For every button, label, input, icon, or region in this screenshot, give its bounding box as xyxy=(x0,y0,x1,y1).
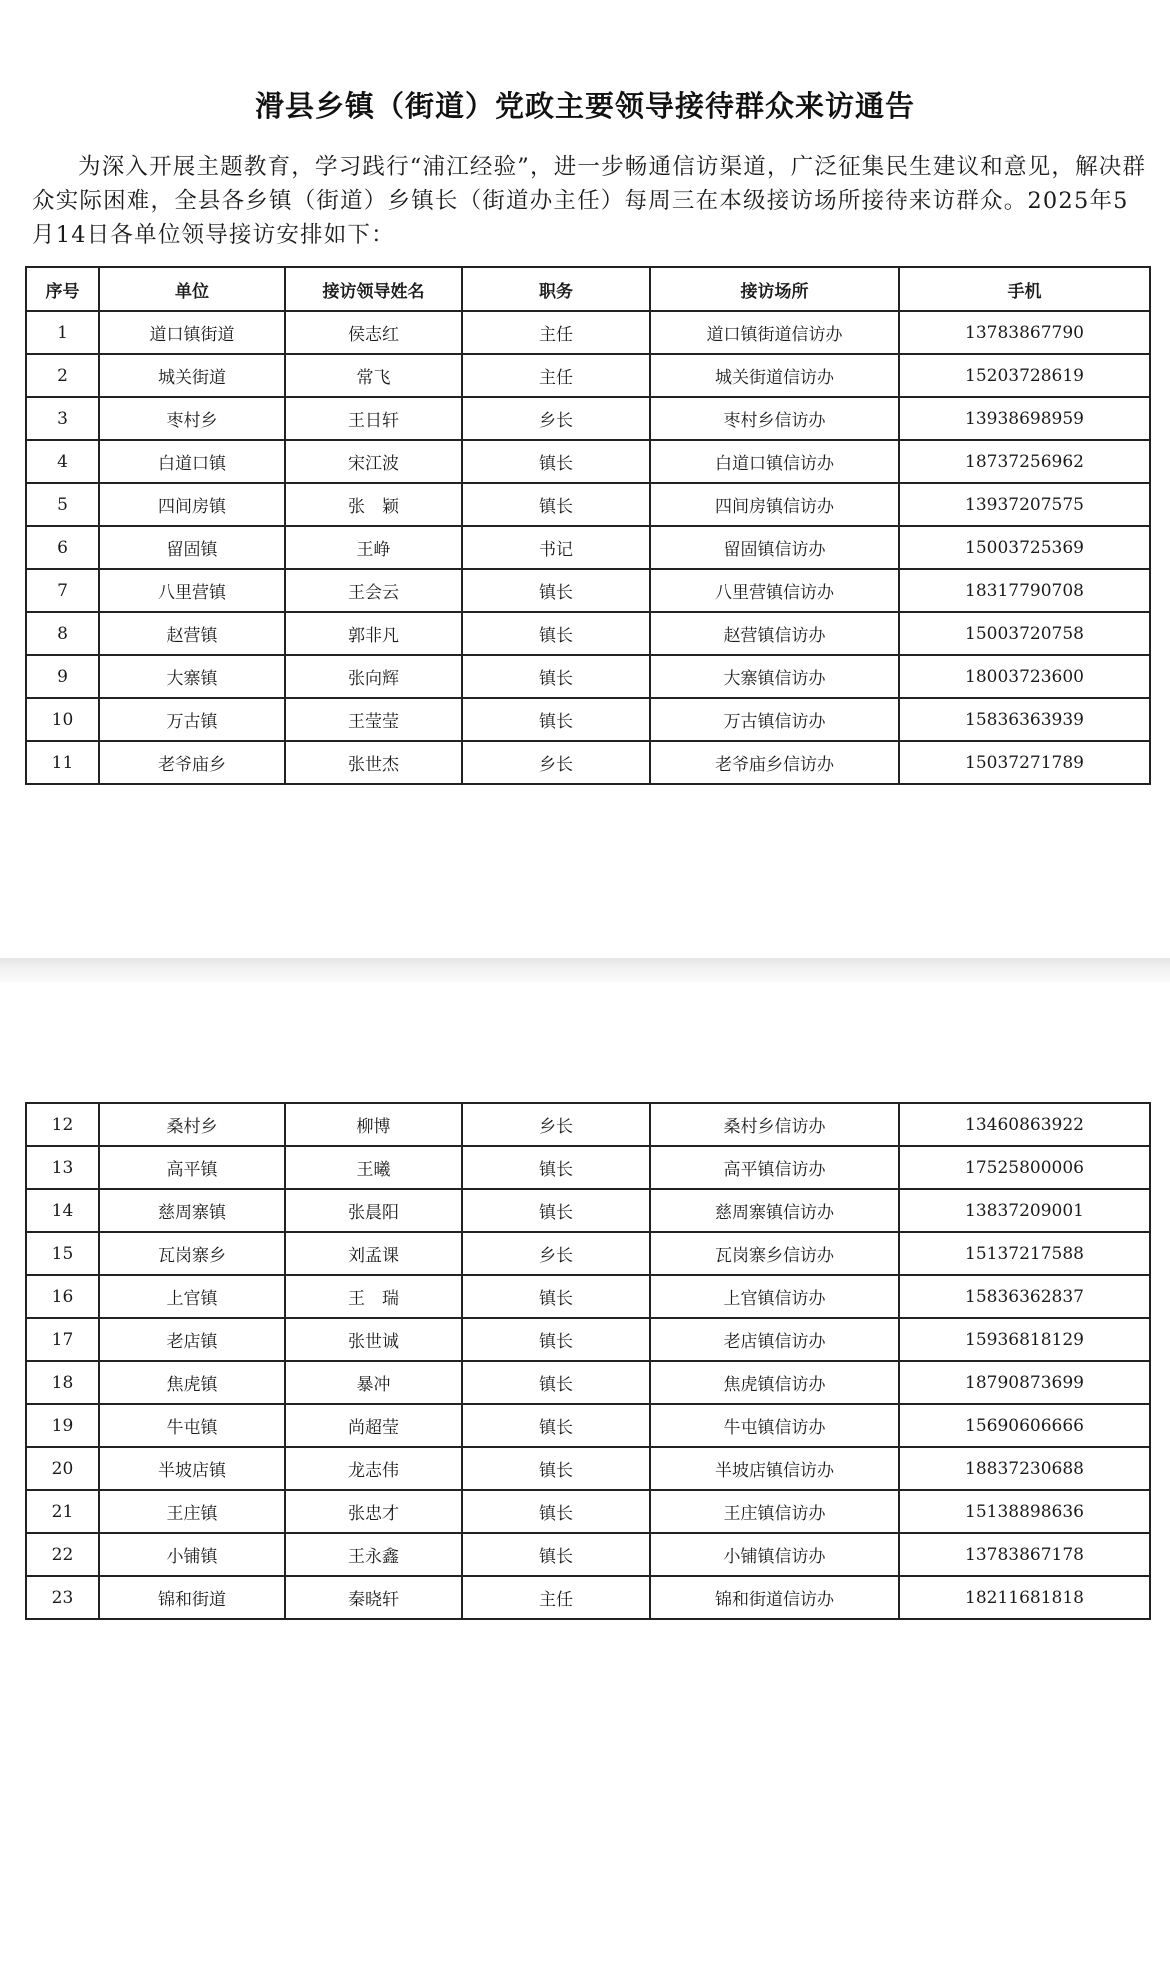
table-row xyxy=(26,1275,1150,1318)
cell-venue: 焦虎镇信访办 xyxy=(650,1361,899,1404)
table-row xyxy=(26,440,1150,483)
table-row xyxy=(26,311,1150,354)
table-header-row xyxy=(26,267,1150,311)
cell-index: 22 xyxy=(26,1533,99,1576)
cell-phone: 18737256962 xyxy=(899,440,1150,483)
cell-position: 乡长 xyxy=(462,741,650,784)
document-page-2 xyxy=(0,982,1170,1986)
table-row xyxy=(26,569,1150,612)
cell-venue: 半坡店镇信访办 xyxy=(650,1447,899,1490)
cell-unit: 留固镇 xyxy=(99,526,285,569)
cell-position: 镇长 xyxy=(462,698,650,741)
table-row xyxy=(26,1490,1150,1533)
cell-position: 镇长 xyxy=(462,1361,650,1404)
cell-unit: 慈周寨镇 xyxy=(99,1189,285,1232)
cell-leader-name: 尚超莹 xyxy=(285,1404,462,1447)
cell-venue: 老店镇信访办 xyxy=(650,1318,899,1361)
cell-position: 镇长 xyxy=(462,440,650,483)
cell-phone: 13460863922 xyxy=(899,1103,1150,1146)
cell-phone: 13783867178 xyxy=(899,1533,1150,1576)
cell-leader-name: 郭非凡 xyxy=(285,612,462,655)
cell-phone: 18211681818 xyxy=(899,1576,1150,1619)
table-row xyxy=(26,1189,1150,1232)
cell-leader-name: 暴冲 xyxy=(285,1361,462,1404)
cell-venue: 瓦岗寨乡信访办 xyxy=(650,1232,899,1275)
cell-unit: 城关街道 xyxy=(99,354,285,397)
table-row xyxy=(26,1533,1150,1576)
cell-unit: 枣村乡 xyxy=(99,397,285,440)
table-row xyxy=(26,1576,1150,1619)
cell-leader-name: 张晨阳 xyxy=(285,1189,462,1232)
cell-position: 主任 xyxy=(462,354,650,397)
cell-index: 13 xyxy=(26,1146,99,1189)
cell-venue: 上官镇信访办 xyxy=(650,1275,899,1318)
cell-index: 17 xyxy=(26,1318,99,1361)
cell-venue: 万古镇信访办 xyxy=(650,698,899,741)
cell-unit: 八里营镇 xyxy=(99,569,285,612)
cell-index: 3 xyxy=(26,397,99,440)
cell-position: 镇长 xyxy=(462,612,650,655)
table-row xyxy=(26,1146,1150,1189)
cell-leader-name: 侯志红 xyxy=(285,311,462,354)
cell-venue: 八里营镇信访办 xyxy=(650,569,899,612)
cell-index: 1 xyxy=(26,311,99,354)
header-unit: 单位 xyxy=(99,267,285,311)
cell-unit: 瓦岗寨乡 xyxy=(99,1232,285,1275)
table-row xyxy=(26,526,1150,569)
cell-venue: 道口镇街道信访办 xyxy=(650,311,899,354)
table-row xyxy=(26,1404,1150,1447)
cell-unit: 小铺镇 xyxy=(99,1533,285,1576)
cell-unit: 王庄镇 xyxy=(99,1490,285,1533)
cell-index: 5 xyxy=(26,483,99,526)
cell-position: 主任 xyxy=(462,311,650,354)
cell-phone: 15003725369 xyxy=(899,526,1150,569)
header-index: 序号 xyxy=(26,267,99,311)
cell-index: 18 xyxy=(26,1361,99,1404)
cell-unit: 焦虎镇 xyxy=(99,1361,285,1404)
cell-position: 镇长 xyxy=(462,1275,650,1318)
cell-phone: 18790873699 xyxy=(899,1361,1150,1404)
cell-venue: 桑村乡信访办 xyxy=(650,1103,899,1146)
cell-index: 11 xyxy=(26,741,99,784)
cell-phone: 15936818129 xyxy=(899,1318,1150,1361)
cell-index: 6 xyxy=(26,526,99,569)
cell-venue: 城关街道信访办 xyxy=(650,354,899,397)
cell-leader-name: 王曦 xyxy=(285,1146,462,1189)
cell-unit: 锦和街道 xyxy=(99,1576,285,1619)
table-row xyxy=(26,1361,1150,1404)
cell-index: 14 xyxy=(26,1189,99,1232)
cell-position: 镇长 xyxy=(462,1490,650,1533)
cell-unit: 桑村乡 xyxy=(99,1103,285,1146)
cell-index: 4 xyxy=(26,440,99,483)
cell-leader-name: 张 颖 xyxy=(285,483,462,526)
table-row xyxy=(26,397,1150,440)
table-row xyxy=(26,655,1150,698)
cell-unit: 上官镇 xyxy=(99,1275,285,1318)
cell-venue: 牛屯镇信访办 xyxy=(650,1404,899,1447)
cell-phone: 18837230688 xyxy=(899,1447,1150,1490)
cell-position: 镇长 xyxy=(462,1404,650,1447)
cell-leader-name: 王日轩 xyxy=(285,397,462,440)
cell-phone: 15836363939 xyxy=(899,698,1150,741)
document-title: 滑县乡镇（街道）党政主要领导接待群众来访通告 xyxy=(254,89,915,123)
cell-unit: 高平镇 xyxy=(99,1146,285,1189)
cell-leader-name: 秦晓轩 xyxy=(285,1576,462,1619)
cell-unit: 大寨镇 xyxy=(99,655,285,698)
cell-leader-name: 张世杰 xyxy=(285,741,462,784)
cell-phone: 15037271789 xyxy=(899,741,1150,784)
cell-position: 乡长 xyxy=(462,1232,650,1275)
cell-phone: 18317790708 xyxy=(899,569,1150,612)
cell-venue: 高平镇信访办 xyxy=(650,1146,899,1189)
schedule-table-page-2 xyxy=(25,1102,1151,1620)
cell-index: 19 xyxy=(26,1404,99,1447)
cell-unit: 万古镇 xyxy=(99,698,285,741)
cell-index: 20 xyxy=(26,1447,99,1490)
cell-venue: 白道口镇信访办 xyxy=(650,440,899,483)
cell-leader-name: 王永鑫 xyxy=(285,1533,462,1576)
cell-index: 23 xyxy=(26,1576,99,1619)
cell-unit: 牛屯镇 xyxy=(99,1404,285,1447)
cell-position: 镇长 xyxy=(462,483,650,526)
table-row xyxy=(26,354,1150,397)
cell-unit: 白道口镇 xyxy=(99,440,285,483)
cell-unit: 四间房镇 xyxy=(99,483,285,526)
cell-venue: 大寨镇信访办 xyxy=(650,655,899,698)
cell-phone: 13938698959 xyxy=(899,397,1150,440)
cell-leader-name: 柳博 xyxy=(285,1103,462,1146)
cell-venue: 赵营镇信访办 xyxy=(650,612,899,655)
cell-index: 15 xyxy=(26,1232,99,1275)
table-row xyxy=(26,741,1150,784)
cell-position: 镇长 xyxy=(462,1447,650,1490)
table-row xyxy=(26,1232,1150,1275)
cell-index: 16 xyxy=(26,1275,99,1318)
cell-venue: 小铺镇信访办 xyxy=(650,1533,899,1576)
table-row xyxy=(26,1447,1150,1490)
cell-position: 镇长 xyxy=(462,1533,650,1576)
header-phone: 手机 xyxy=(899,267,1150,311)
cell-index: 10 xyxy=(26,698,99,741)
cell-index: 8 xyxy=(26,612,99,655)
header-venue: 接访场所 xyxy=(650,267,899,311)
cell-position: 书记 xyxy=(462,526,650,569)
header-leader-name: 接访领导姓名 xyxy=(285,267,462,311)
header-position: 职务 xyxy=(462,267,650,311)
table-row xyxy=(26,1103,1150,1146)
cell-phone: 13937207575 xyxy=(899,483,1150,526)
cell-leader-name: 常飞 xyxy=(285,354,462,397)
cell-phone: 15138898636 xyxy=(899,1490,1150,1533)
cell-leader-name: 王峥 xyxy=(285,526,462,569)
cell-unit: 道口镇街道 xyxy=(99,311,285,354)
cell-venue: 慈周寨镇信访办 xyxy=(650,1189,899,1232)
cell-index: 9 xyxy=(26,655,99,698)
cell-leader-name: 刘孟课 xyxy=(285,1232,462,1275)
cell-index: 12 xyxy=(26,1103,99,1146)
cell-venue: 枣村乡信访办 xyxy=(650,397,899,440)
cell-index: 21 xyxy=(26,1490,99,1533)
cell-leader-name: 王 瑞 xyxy=(285,1275,462,1318)
cell-position: 镇长 xyxy=(462,1146,650,1189)
cell-leader-name: 宋江波 xyxy=(285,440,462,483)
page-separator xyxy=(0,958,1170,982)
cell-index: 2 xyxy=(26,354,99,397)
cell-unit: 半坡店镇 xyxy=(99,1447,285,1490)
cell-position: 镇长 xyxy=(462,1189,650,1232)
cell-phone: 15836362837 xyxy=(899,1275,1150,1318)
cell-unit: 老店镇 xyxy=(99,1318,285,1361)
schedule-table-page-1 xyxy=(25,266,1151,785)
document-page-1 xyxy=(0,0,1170,958)
cell-venue: 锦和街道信访办 xyxy=(650,1576,899,1619)
cell-leader-name: 王莹莹 xyxy=(285,698,462,741)
cell-position: 镇长 xyxy=(462,655,650,698)
cell-position: 乡长 xyxy=(462,1103,650,1146)
cell-phone: 15690606666 xyxy=(899,1404,1150,1447)
cell-phone: 15203728619 xyxy=(899,354,1150,397)
table-row xyxy=(26,698,1150,741)
cell-venue: 王庄镇信访办 xyxy=(650,1490,899,1533)
cell-index: 7 xyxy=(26,569,99,612)
intro-paragraph: 为深入开展主题教育，学习践行“浦江经验”，进一步畅通信访渠道，广泛征集民生建议和意见，解决群众实际困难，全县各乡镇（街道）乡镇长（街道办主任）每周三在本级接访场所接待来访群众。2025年5月14日各单位领导接访安排如下： xyxy=(32,154,1147,248)
cell-leader-name: 龙志伟 xyxy=(285,1447,462,1490)
table-row xyxy=(26,1318,1150,1361)
cell-leader-name: 张忠才 xyxy=(285,1490,462,1533)
cell-phone: 15003720758 xyxy=(899,612,1150,655)
table-row xyxy=(26,483,1150,526)
cell-leader-name: 张世诚 xyxy=(285,1318,462,1361)
cell-position: 镇长 xyxy=(462,569,650,612)
cell-leader-name: 张向辉 xyxy=(285,655,462,698)
cell-unit: 赵营镇 xyxy=(99,612,285,655)
cell-unit: 老爷庙乡 xyxy=(99,741,285,784)
cell-position: 乡长 xyxy=(462,397,650,440)
cell-position: 主任 xyxy=(462,1576,650,1619)
cell-venue: 四间房镇信访办 xyxy=(650,483,899,526)
cell-phone: 18003723600 xyxy=(899,655,1150,698)
table-row xyxy=(26,612,1150,655)
cell-position: 镇长 xyxy=(462,1318,650,1361)
cell-phone: 13837209001 xyxy=(899,1189,1150,1232)
cell-leader-name: 王会云 xyxy=(285,569,462,612)
cell-venue: 留固镇信访办 xyxy=(650,526,899,569)
cell-phone: 13783867790 xyxy=(899,311,1150,354)
cell-phone: 17525800006 xyxy=(899,1146,1150,1189)
cell-venue: 老爷庙乡信访办 xyxy=(650,741,899,784)
cell-phone: 15137217588 xyxy=(899,1232,1150,1275)
